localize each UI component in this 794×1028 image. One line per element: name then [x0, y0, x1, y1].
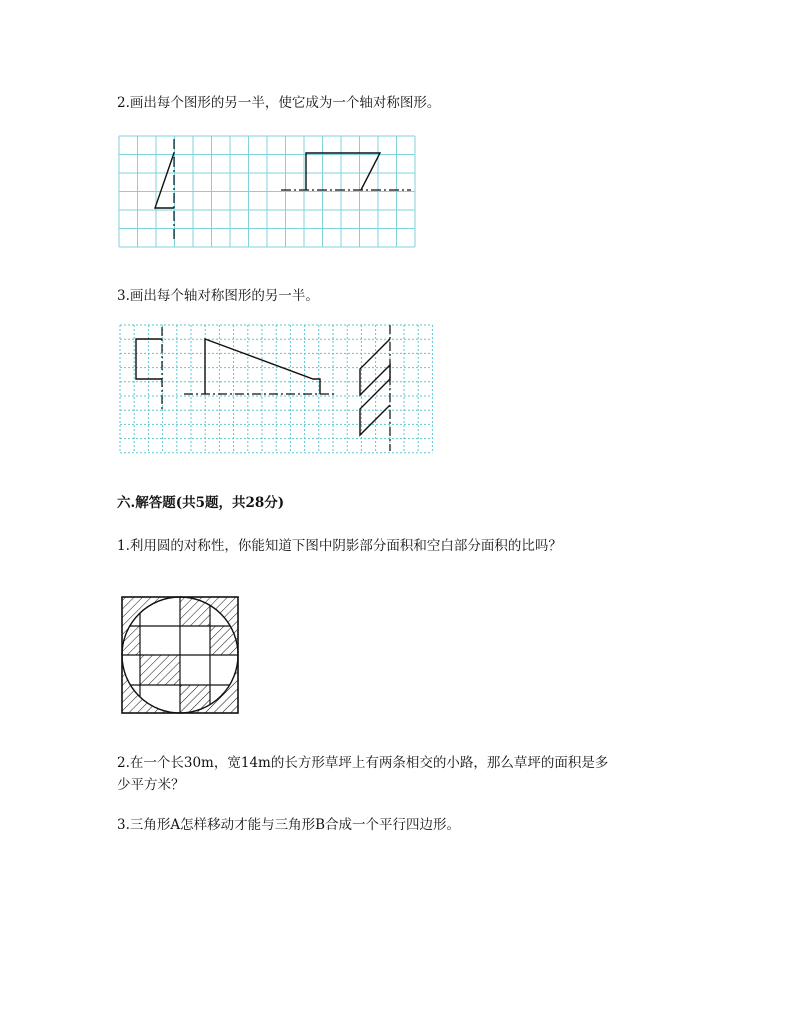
s6-question-2-line-1: 2.在一个长30m，宽14m的长方形草坪上有两条相交的小路，那么草坪的面积是多 [117, 755, 609, 771]
bracket-half [136, 339, 162, 379]
question-3-draw-symmetric-half: 3.画出每个轴对称图形的另一半。 [117, 288, 319, 304]
grid-figure-2 [118, 323, 434, 454]
section-6-title: 六.解答题(共5题，共28分) [117, 495, 285, 511]
trapezoid-half [155, 153, 174, 208]
s6-question-3: 3.三角形A怎样移动才能与三角形B合成一个平行四边形。 [117, 817, 461, 833]
s6-question-1: 1.利用圆的对称性，你能知道下图中阴影部分面积和空白部分面积的比吗？ [117, 538, 562, 554]
s6-question-2-line-2: 少平方米？ [117, 777, 185, 793]
question-2-draw-half: 2.画出每个图形的另一半，使它成为一个轴对称图形。 [117, 95, 441, 111]
hatched-square-left [140, 655, 180, 685]
circle-symmetry-figure [120, 594, 242, 716]
grid-figure-1 [117, 134, 417, 249]
parallelogram-half [306, 153, 380, 190]
